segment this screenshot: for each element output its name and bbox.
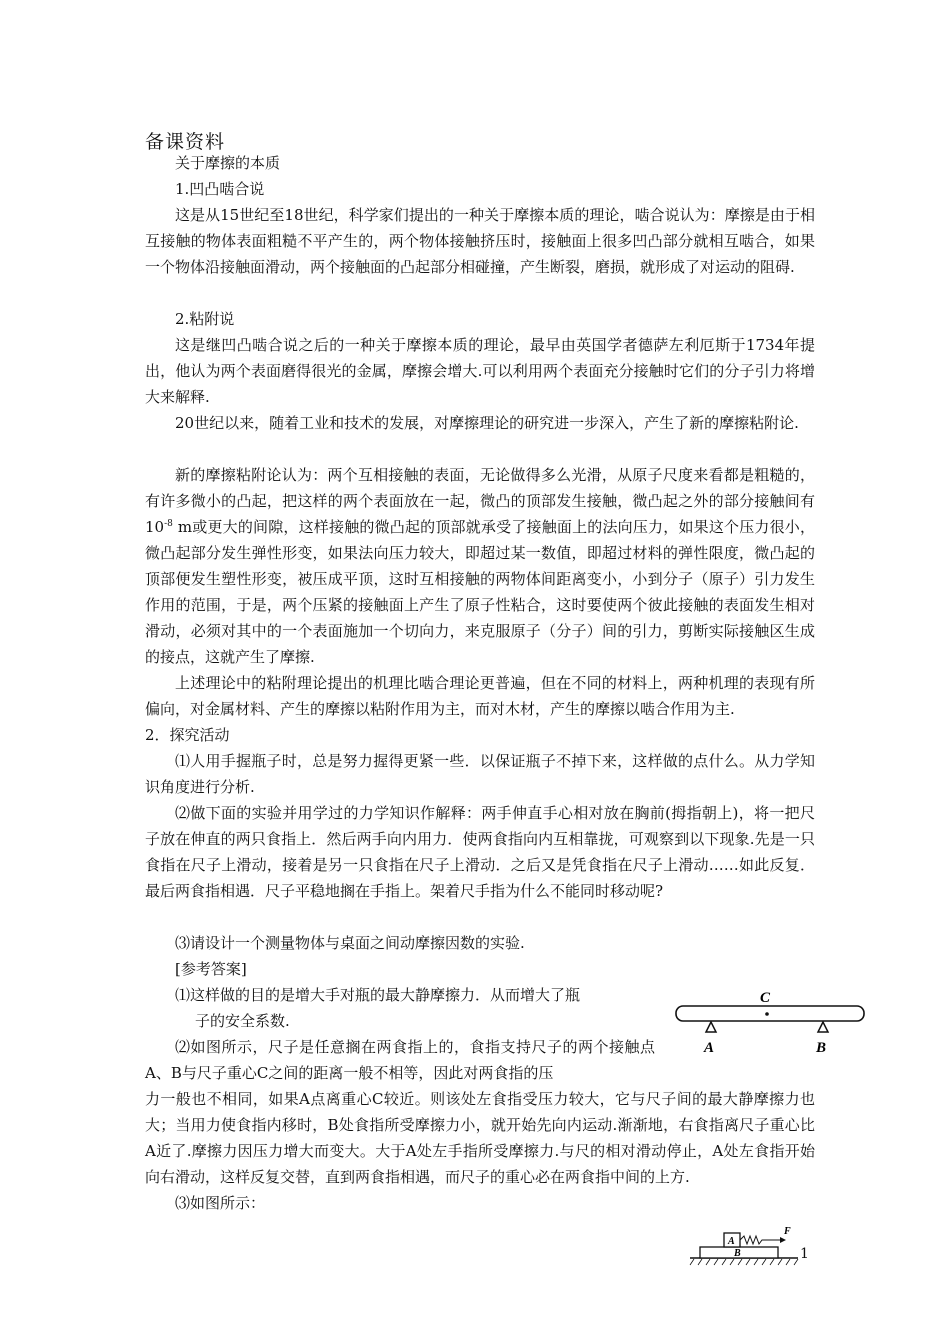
- subheading-2: 2.粘附说: [175, 310, 235, 328]
- subheading-1: 1.凹凸啮合说: [175, 180, 265, 198]
- ruler-figure: [673, 988, 868, 1058]
- section-heading: 关于摩擦的本质: [175, 154, 281, 172]
- label-c: C: [760, 990, 771, 1006]
- label-a: A: [704, 1040, 715, 1056]
- paragraph-1: 这是从15世纪至18世纪，科学家们提出的一种关于摩擦本质的理论，啮合说认为：摩擦是由于相互接触的物体表面粗糙不平产生的，两个物体接触挤压时，接触面上很多凹凸部分就相互啮合，如果一个物体沿接触面滑动，两个接触面的凸起部分相碰撞，产生断裂，磨损，就形成了对运动的阻碍.: [145, 206, 815, 276]
- answer-1-line-1: ⑴这样做的目的是增大手对瓶的最大静摩擦力．从而增大了瓶: [175, 986, 581, 1004]
- question-3: ⑶请设计一个测量物体与桌面之间动摩擦因数的实验.: [175, 934, 525, 952]
- question-2: ⑵做下面的实验并用学过的力学知识作解释：两手伸直手心相对放在胸前(拇指朝上)，将一把尺子放在伸直的两只食指上．然后两手向内用力．使两食指向内互相靠拢，可观察到以下现象.先是一只食指在尺子上滑动，接着是另一只食指在尺子上滑动．之后又是凭食指在尺子上滑动……如此反复．最后两食指相遇．尺子平稳地搁在手指上。架着尺手指为什么不能同时移动呢?: [145, 804, 815, 900]
- block-label-b: B: [734, 1248, 741, 1259]
- block-label-a: A: [728, 1236, 735, 1247]
- paragraph-3: 20世纪以来，随着工业和技术的发展，对摩擦理论的研究进一步深入，产生了新的摩擦粘附论.: [175, 414, 799, 432]
- paragraph-4: [145, 462, 815, 670]
- force-label-f: F: [784, 1226, 791, 1237]
- reference-answer-heading: [参考答案]: [175, 960, 247, 978]
- answer-2-part-2: 力一般也不相同，如果A点离重心C较近。则该处左食指受压力较大，它与尺子间的最大静摩擦力也大；当用力使食指内移时，B处食指所受摩擦力小，就开始先向内运动.渐渐地，右食指离尺子重心比A近了.摩擦力因压力增大而变大。大于A处左手指所受摩擦力.与尺的相对滑动停止，A处左食指开始向右滑动，这样反复交替，直到两食指相遇，而尺子的重心必在两食指中间的上方.: [145, 1090, 815, 1186]
- paragraph-2: 这是继凹凸啮合说之后的一种关于摩擦本质的理论，最早由英国学者德萨左利厄斯于1734年提出，他认为两个表面磨得很光的金属，摩擦会增大.可以利用两个表面充分接触时它们的分子引力将增大来解释.: [145, 336, 815, 406]
- answer-1-line-2: 子的安全系数.: [195, 1012, 290, 1030]
- paragraph-4-part-a: 新的摩擦粘附论认为：两个互相接触的表面，无论做得多么光滑，从原子尺度来看都是粗糙的，有许多微小的凸起，把这样的两个表面放在一起，微凸的顶部发生接触，微凸起之外的部分接触间有10: [145, 466, 815, 536]
- label-b: B: [816, 1040, 827, 1056]
- paragraph-5: 上述理论中的粘附理论提出的机理比啮合理论更普遍，但在不同的材料上，两种机理的表现有所偏向，对金属材料、产生的摩擦以粘附作用为主，而对木材，产生的摩擦以啮合作用为主.: [145, 674, 815, 718]
- block-friction-figure: [688, 1222, 800, 1268]
- page-number: 1: [800, 1246, 809, 1262]
- paragraph-4-part-b: m或更大的间隙，这样接触的微凸起的顶部就承受了接触面上的法向压力，如果这个压力很小，微凸起部分发生弹性形变，如果法向压力较大，即超过某一数值，即超过材料的弹性限度，微凸起的顶部便发生塑性形变，被压成平顶，这时互相接触的两物体间距离变小，小到分子（原子）引力发生作用的范围，于是，两个压紧的接触面上产生了原子性粘合，这时要使两个彼此接触的表面发生相对滑动，必须对其中的一个表面施加一个切向力，来克服原子（分子）间的引力，剪断实际接触区生成的接点，这就产生了摩擦.: [145, 518, 815, 666]
- subheading-3: 2．探究活动: [145, 726, 230, 744]
- page-title: 备课资料: [145, 131, 226, 153]
- question-1: ⑴人用手握瓶子时，总是努力握得更紧一些．以保证瓶子不掉下来，这样做的点什么。从力学知识角度进行分析.: [145, 752, 815, 796]
- answer-2-part-1: ⑵如图所示，尺子是任意搁在两食指上的，食指支持尺子的两个接触点A、B与尺子重心C之间的距离一般不相等，因此对两食指的压: [145, 1038, 655, 1082]
- exponent: -8: [164, 519, 173, 529]
- answer-3: ⑶如图所示：: [175, 1194, 266, 1212]
